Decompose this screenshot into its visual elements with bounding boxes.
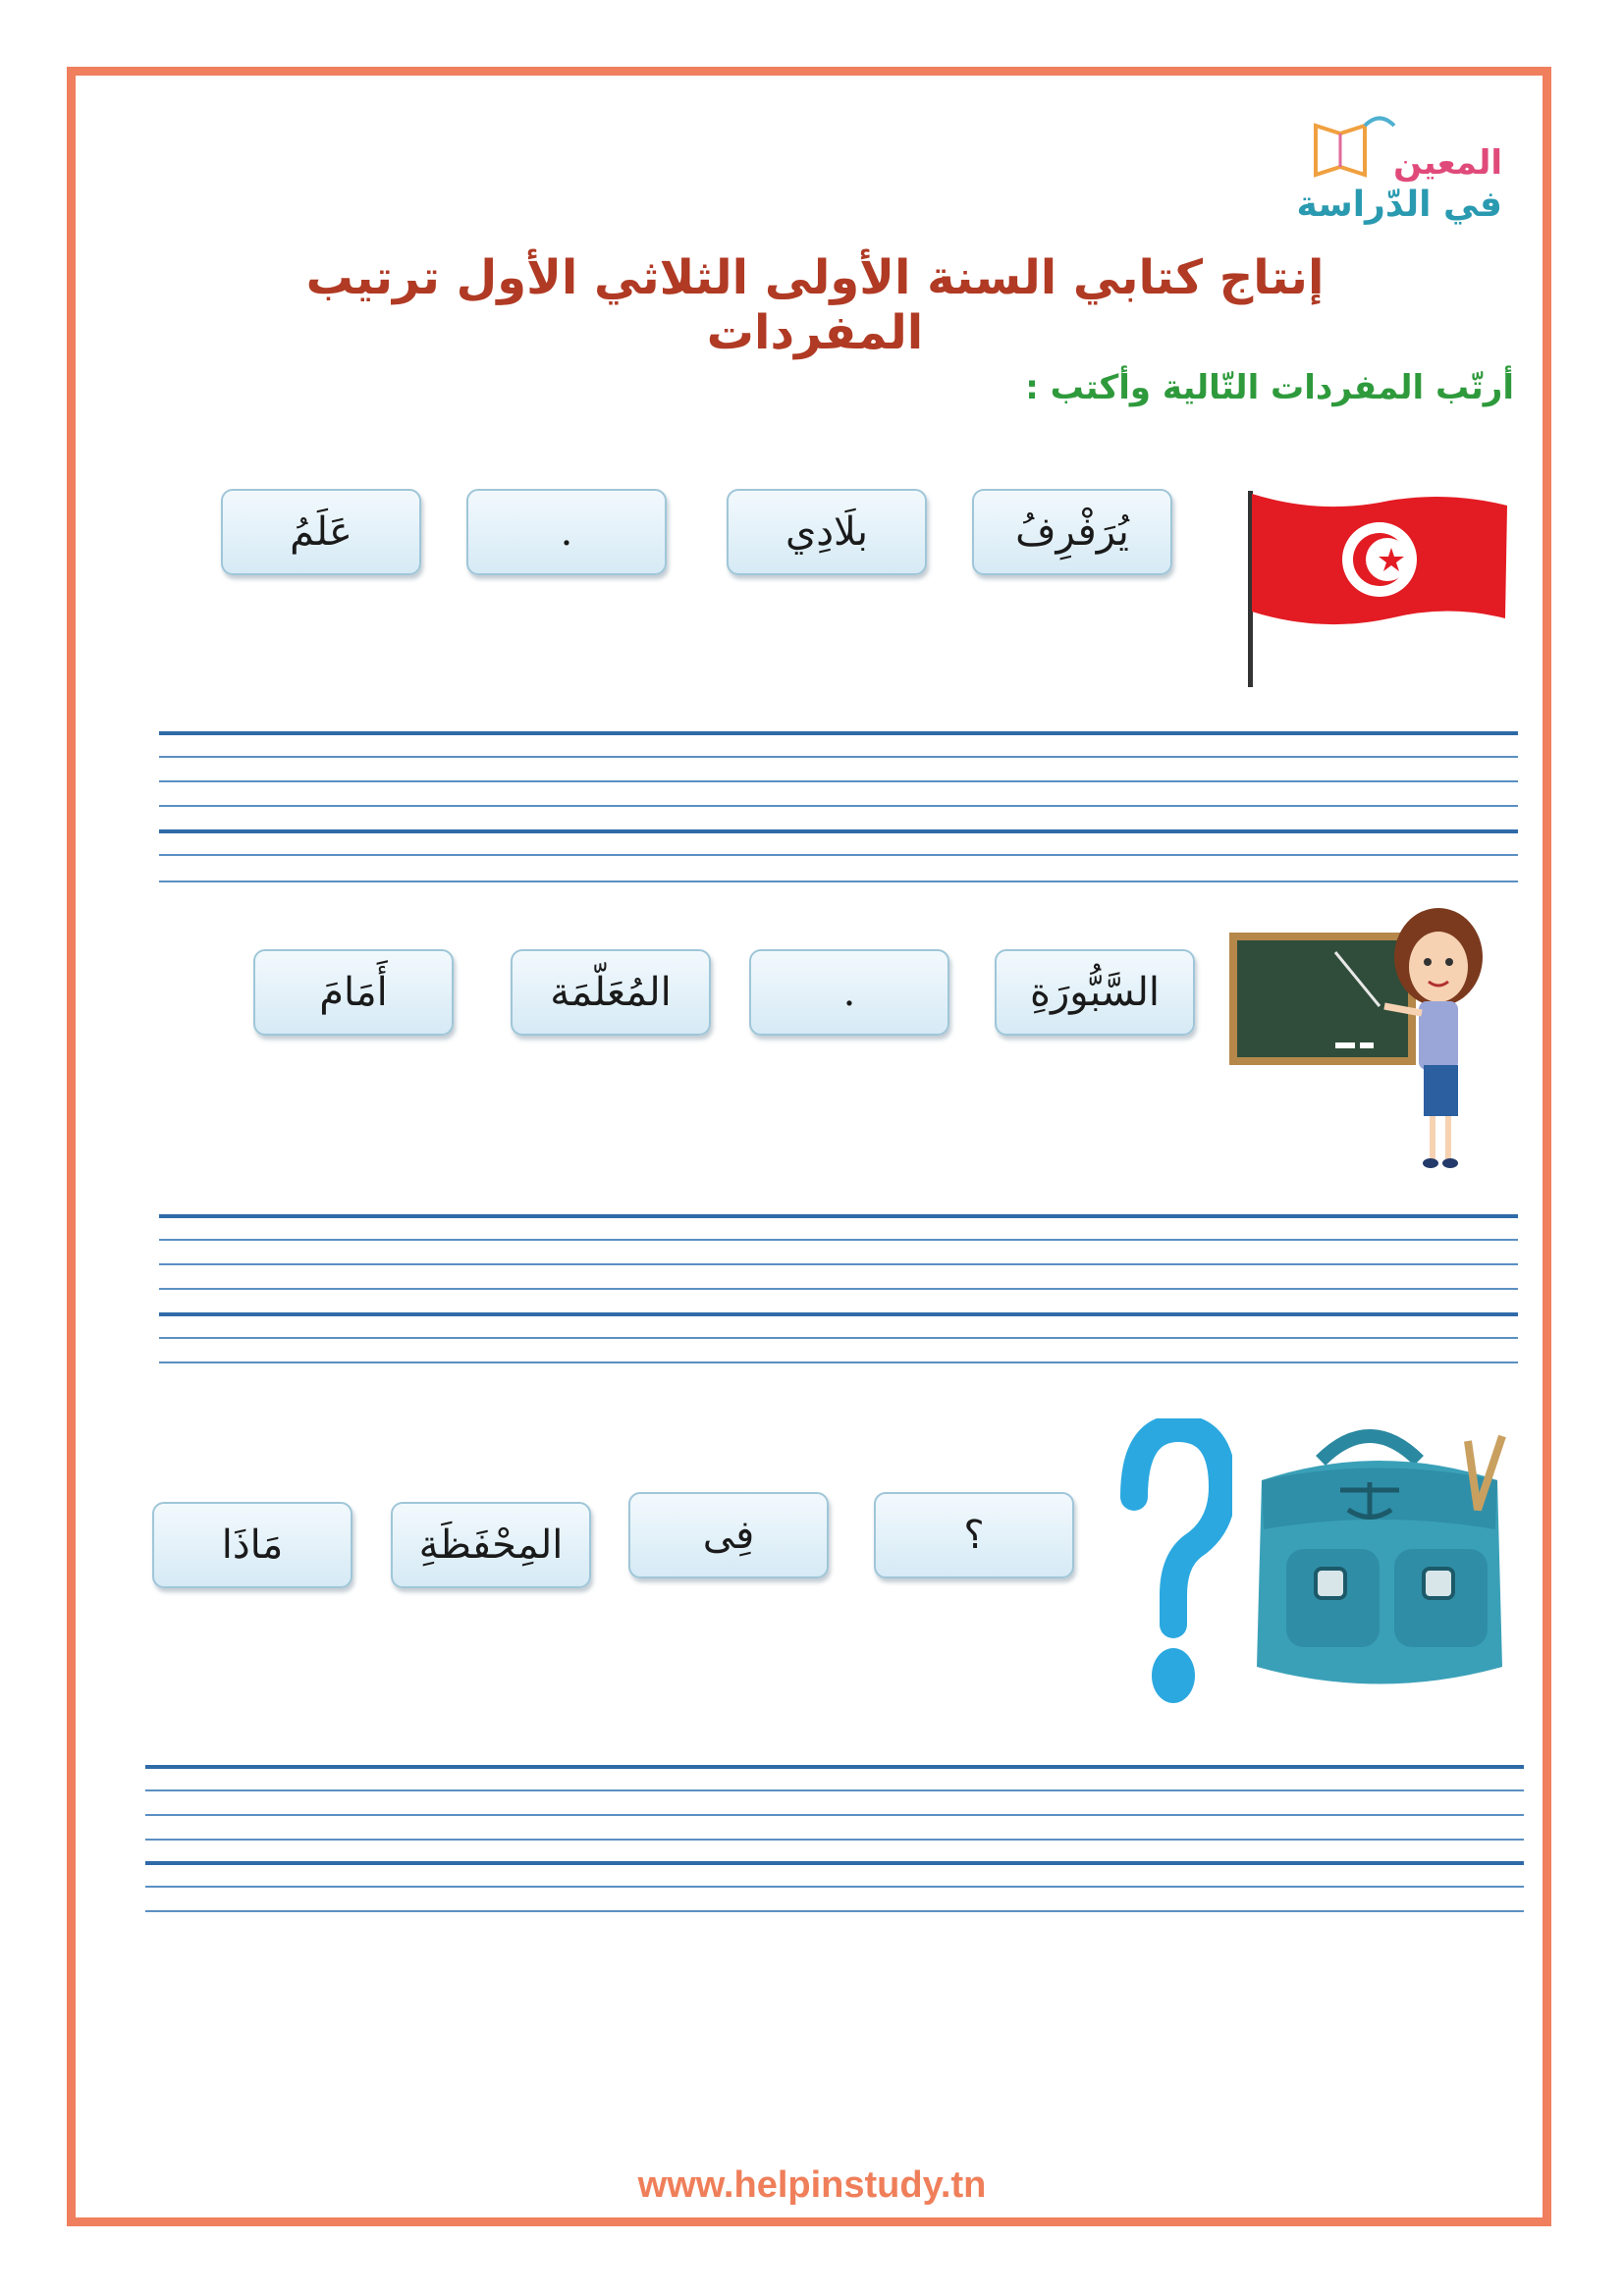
instruction: أرتّب المفردات التّالية وأكتب :: [1025, 368, 1514, 407]
word-card[interactable]: بلَادِي: [727, 489, 927, 575]
footer-url[interactable]: www.helpinstudy.tn: [637, 2164, 987, 2206]
word-card[interactable]: فِى: [628, 1492, 829, 1578]
word-card[interactable]: ؟: [874, 1492, 1074, 1578]
site-logo: [1286, 106, 1502, 234]
logo-line-1: المعين: [1393, 143, 1502, 183]
logo-line-2: في الدّراسة: [1296, 185, 1502, 225]
writing-lines: [145, 1765, 1524, 1767]
writing-lines: [159, 1214, 1518, 1216]
word-card[interactable]: أَمَامَ: [253, 949, 454, 1036]
teacher-at-blackboard-image: [1227, 903, 1502, 1182]
word-card[interactable]: السَّبُّورَةِ: [995, 949, 1195, 1036]
word-card[interactable]: عَلَمُ: [221, 489, 421, 575]
word-card[interactable]: .: [466, 489, 667, 575]
tunisian-flag-image: [1242, 486, 1517, 696]
page-title: إنتاج كتابي السنة الأولى الثلاثي الأول ترتيب المفردات: [305, 250, 1325, 360]
writing-lines: [159, 731, 1518, 733]
word-card[interactable]: .: [749, 949, 949, 1036]
word-card[interactable]: المِحْفَظَةِ: [391, 1502, 591, 1588]
question-mark-icon: [1114, 1418, 1232, 1727]
school-bag-image: [1232, 1421, 1527, 1720]
word-card[interactable]: يُرَفْرِفُ: [972, 489, 1172, 575]
word-card[interactable]: مَاذَا: [152, 1502, 352, 1588]
word-card[interactable]: المُعَلّمَة: [511, 949, 711, 1036]
